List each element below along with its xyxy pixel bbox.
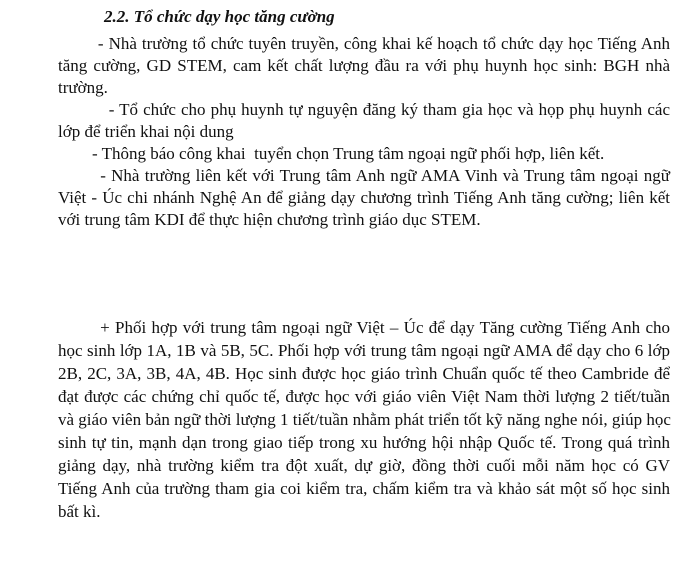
text-line: lớp để triển khai nội dung [58,122,234,141]
text-line: đạt được các chứng chỉ quốc tế, được học với giáo viên Việt Nam thời lượng 2 tiết/tuần [58,387,670,406]
text-line: 2B, 2C, 3A, 3B, 4A, 4B. Học sinh được học giáo trình Chuẩn quốc tế theo Cambride để [58,364,670,383]
text-line: sinh tự tin, mạnh dạn trong giao tiếp trong xu hướng hội nhập Quốc tế. Trong quá trình [58,433,670,452]
section-heading: 2.2. Tổ chức dạy học tăng cường [104,7,335,26]
text-line: và giáo viên bản ngữ thời lượng 1 tiết/tuần nhằm phát triển tốt kỹ năng nghe nói, giúp học [58,410,671,429]
paragraph-implementation-steps [58,33,670,231]
text-line: tăng cường, GD STEM, cam kết chất lượng đầu ra với phụ huynh học sinh: BGH nhà [58,56,670,75]
text-line: trường. [58,78,108,97]
text-line: Việt - Úc chi nhánh Nghệ An để giảng dạy chương trình Tiếng Anh tăng cường; liên kết [58,188,670,207]
text-line: với trung tâm KDI để thực hiện chương trình giáo dục STEM. [58,210,481,229]
text-line: - Thông báo công khai tuyển chọn Trung tâm ngoại ngữ phối hợp, liên kết. [58,144,605,163]
text-line: + Phối hợp với trung tâm ngoại ngữ Việt – Úc để dạy Tăng cường Tiếng Anh cho [58,318,670,337]
text-line: - Tổ chức cho phụ huynh tự nguyện đăng ký tham gia học và họp phụ huynh các [58,100,670,119]
text-line: học sinh lớp 1A, 1B và 5B, 5C. Phối hợp với trung tâm ngoại ngữ AMA để dạy cho 6 lớp [58,341,670,360]
text-line: - Nhà trường liên kết với Trung tâm Anh ngữ AMA Vinh và Trung tâm ngoại ngữ [58,166,670,185]
paragraph-cooperation-details [58,316,670,523]
text-line: bất kì. [58,502,101,521]
text-line: Tiếng Anh của trường tham gia coi kiểm tra, chấm kiểm tra và khảo sát một số học sinh [58,479,670,498]
text-line: giảng dạy, nhà trường kiểm tra đột xuất, dự giờ, đồng thời cuối mỗi năm học có GV [58,456,670,475]
text-line: - Nhà trường tổ chức tuyên truyền, công khai kế hoạch tổ chức dạy học Tiếng Anh [58,34,670,53]
